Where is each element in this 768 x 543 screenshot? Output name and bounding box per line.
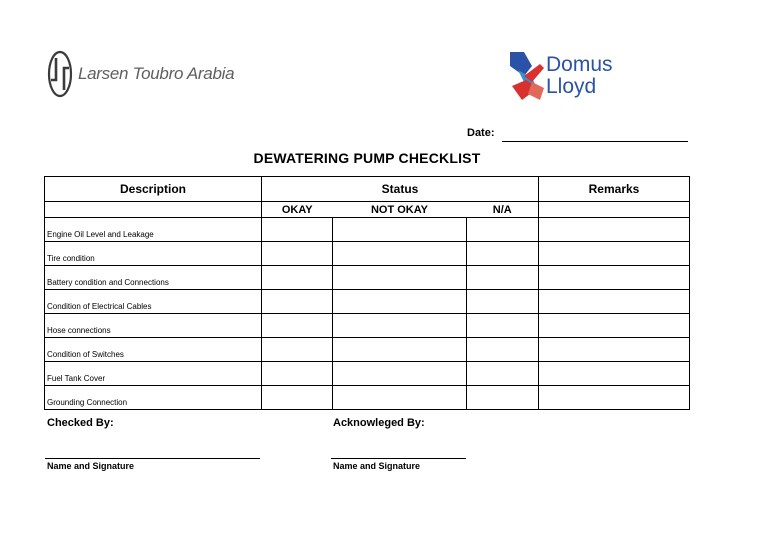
row-description: Engine Oil Level and Leakage [45, 218, 262, 242]
na-header: N/A [492, 203, 512, 216]
okay-cell[interactable] [262, 290, 333, 314]
date-input-line[interactable] [502, 141, 688, 142]
subheader-spacer [45, 202, 262, 218]
table-header-row [45, 177, 690, 202]
remarks-cell[interactable] [539, 362, 690, 386]
row-description: Tire condition [45, 242, 262, 266]
domus-lloyd-emblem-icon [510, 48, 544, 104]
okay-cell[interactable] [262, 362, 333, 386]
remarks-cell[interactable] [539, 290, 690, 314]
table-row [45, 242, 690, 266]
okay-cell[interactable] [262, 242, 333, 266]
okay-cell[interactable] [262, 338, 333, 362]
remarks-cell[interactable] [539, 386, 690, 410]
acknowledged-by-label: Acknowleged By: [333, 417, 425, 429]
table-row [45, 386, 690, 410]
na-cell[interactable] [467, 362, 539, 386]
not-okay-cell[interactable] [333, 242, 467, 266]
description-header: Description [45, 177, 262, 202]
lt-emblem-icon [47, 50, 73, 98]
na-cell[interactable] [467, 242, 539, 266]
lloyd-word: Lloyd [546, 75, 597, 98]
checked-by-signature-line[interactable] [45, 458, 260, 459]
status-subheader-row [45, 202, 690, 218]
not-okay-cell[interactable] [333, 386, 467, 410]
na-cell[interactable] [467, 266, 539, 290]
row-description: Grounding Connection [45, 386, 262, 410]
table-row [45, 266, 690, 290]
remarks-cell[interactable] [539, 242, 690, 266]
na-cell[interactable] [467, 338, 539, 362]
checked-by-name-signature-label: Name and Signature [47, 461, 135, 471]
okay-cell[interactable] [262, 386, 333, 410]
remarks-cell[interactable] [539, 314, 690, 338]
lt-company-name: Larsen Toubro Arabia [78, 64, 235, 83]
not-okay-cell[interactable] [333, 266, 467, 290]
na-cell[interactable] [467, 290, 539, 314]
remarks-header: Remarks [539, 177, 690, 202]
domus-lloyd-logo [510, 48, 613, 104]
domus-word: Domus [546, 53, 613, 76]
row-description: Condition of Switches [45, 338, 262, 362]
na-cell[interactable] [467, 314, 539, 338]
not-okay-cell[interactable] [333, 362, 467, 386]
not-okay-header: NOT OKAY [370, 203, 429, 216]
date-label: Date: [467, 127, 495, 139]
okay-cell[interactable] [262, 266, 333, 290]
row-description: Fuel Tank Cover [45, 362, 262, 386]
row-description: Battery condition and Connections [45, 266, 262, 290]
acknowledged-by-signature-line[interactable] [331, 458, 466, 459]
table-row [45, 314, 690, 338]
domus-lloyd-wordmark [544, 54, 613, 98]
not-okay-cell[interactable] [333, 290, 467, 314]
row-description: Hose connections [45, 314, 262, 338]
table-row [45, 218, 690, 242]
table-row [45, 290, 690, 314]
remarks-cell[interactable] [539, 338, 690, 362]
okay-cell[interactable] [262, 314, 333, 338]
okay-cell[interactable] [262, 218, 333, 242]
page-title: DEWATERING PUMP CHECKLIST [253, 150, 481, 166]
acknowledged-by-name-signature-label: Name and Signature [333, 461, 421, 471]
not-okay-cell[interactable] [333, 218, 467, 242]
na-cell[interactable] [467, 218, 539, 242]
subheader-spacer [539, 202, 690, 218]
larsen-toubro-logo [47, 50, 234, 98]
checked-by-label: Checked By: [47, 417, 114, 429]
na-cell[interactable] [467, 386, 539, 410]
okay-header: OKAY [281, 203, 313, 216]
not-okay-cell[interactable] [333, 338, 467, 362]
table-row [45, 338, 690, 362]
row-description: Condition of Electrical Cables [45, 290, 262, 314]
checklist-table [44, 176, 690, 410]
remarks-cell[interactable] [539, 218, 690, 242]
status-header: Status [262, 177, 539, 202]
table-row [45, 362, 690, 386]
remarks-cell[interactable] [539, 266, 690, 290]
not-okay-cell[interactable] [333, 314, 467, 338]
